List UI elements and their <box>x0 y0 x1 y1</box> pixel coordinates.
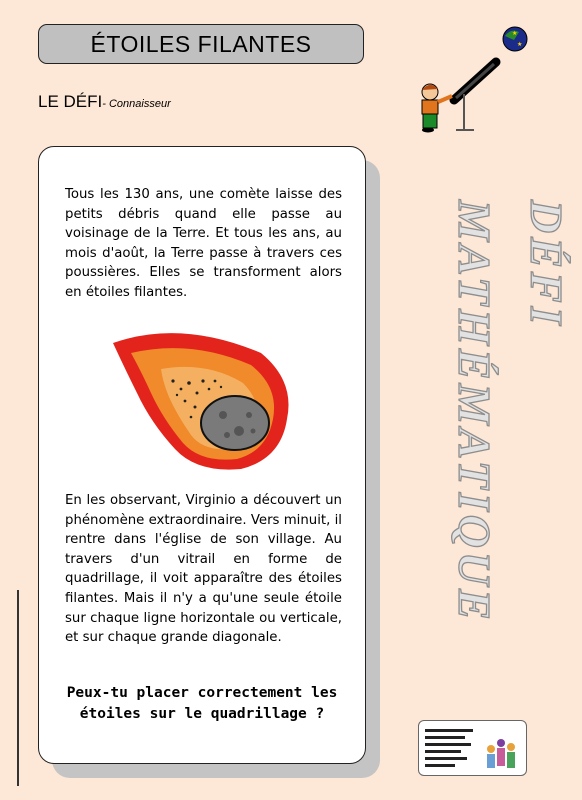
comet-illustration <box>111 323 301 473</box>
challenge-question: Peux-tu placer correctement les étoiles sur le quadrillage ? <box>66 685 338 722</box>
challenge-card <box>38 146 366 764</box>
svg-text:★: ★ <box>512 30 518 37</box>
story-paragraph: En les observant, Virginio a découvert un phénomène extraordinaire. Vers minuit, il rentre dans l'église de son village. Au travers d'un vitrail en forme de quadrillage, il voit apparaître des étoiles filantes. Mais il n'y a qu'une seule étoile sur chaque ligne horizontale ou verticale, et sur chaque grande diagonale. <box>65 493 342 646</box>
side-vertical-title <box>438 200 582 624</box>
telescope-observer-illustration <box>408 18 536 134</box>
challenge-subtitle <box>38 92 171 112</box>
publisher-logo <box>418 720 527 776</box>
intro-paragraph: Tous les 130 ans, une comète laisse des petits débris quand elle passe au voisinage de la Terre. Et tous les ans, au mois d'août, la Terre passe à travers ces poussières. Elles se transforment alors en étoiles filantes. <box>65 187 342 300</box>
left-margin-line <box>17 590 19 786</box>
challenge-label: LE DÉFI <box>38 92 103 111</box>
side-title-line-2: MATHÉMATIQUE <box>449 200 500 624</box>
page-title: ÉTOILES FILANTES <box>38 24 364 64</box>
side-title-line-1: DÉFI <box>521 200 572 329</box>
challenge-level: - Connaisseur <box>102 98 171 110</box>
svg-text:★: ★ <box>517 41 523 48</box>
